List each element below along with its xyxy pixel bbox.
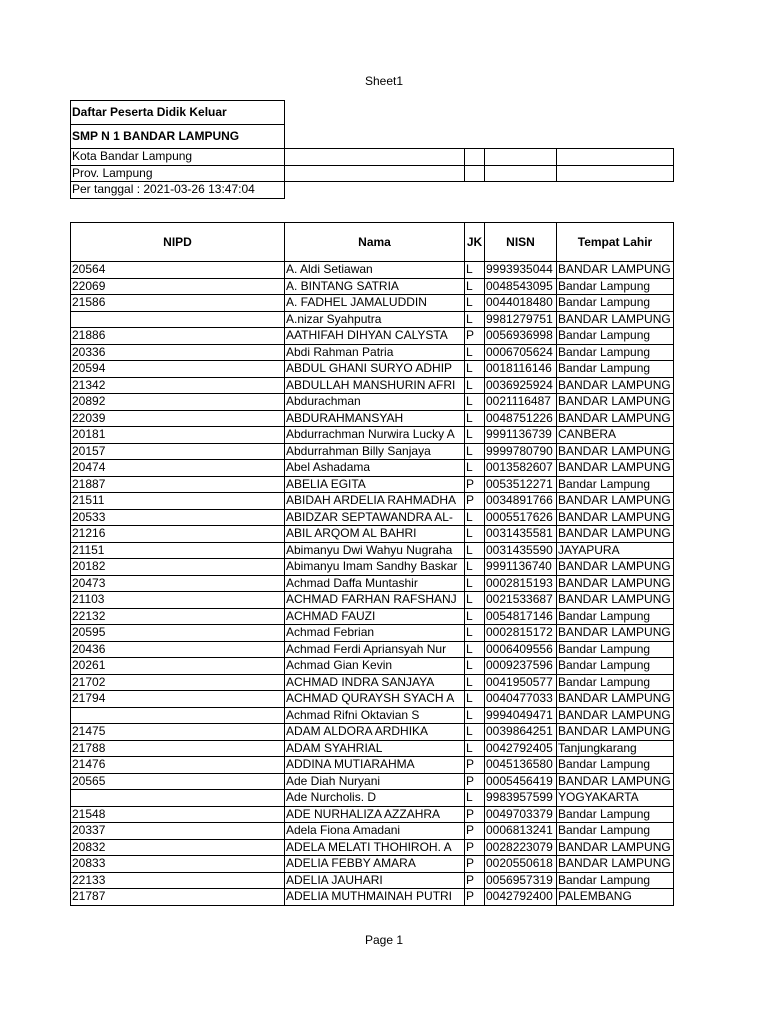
nipd-cell: 21476 (71, 757, 285, 774)
table-row (71, 394, 674, 411)
jk-cell: L (465, 608, 485, 625)
nama-cell: AATHIFAH DIHYAN CALYSTA (285, 328, 465, 345)
tempat-lahir-cell: BANDAR LAMPUNG (557, 460, 674, 477)
nisn-cell: 0002815172 (485, 625, 557, 642)
nisn-cell: 0020550618 (485, 856, 557, 873)
nipd-cell: 20336 (71, 344, 285, 361)
tempat-lahir-cell: BANDAR LAMPUNG (557, 559, 674, 576)
nama-cell: ADELIA JAUHARI (285, 872, 465, 889)
jk-cell: P (465, 872, 485, 889)
tempat-lahir-cell: CANBERA (557, 427, 674, 444)
tempat-lahir-cell: BANDAR LAMPUNG (557, 526, 674, 543)
nisn-cell: 0049703379 (485, 806, 557, 823)
nipd-cell: 20564 (71, 262, 285, 279)
nipd-cell: 20182 (71, 559, 285, 576)
nipd-cell: 20533 (71, 509, 285, 526)
nipd-cell: 20157 (71, 443, 285, 460)
nama-cell: Abdurrachman Nurwira Lucky A (285, 427, 465, 444)
sheet-title: Sheet1 (364, 74, 404, 88)
jk-cell: L (465, 361, 485, 378)
table-row (71, 526, 674, 543)
nipd-cell: 20181 (71, 427, 285, 444)
nisn-cell: 0042792400 (485, 889, 557, 906)
nama-cell: Abel Ashadama (285, 460, 465, 477)
nama-cell: Achmad Febrian (285, 625, 465, 642)
nisn-cell: 0048751226 (485, 410, 557, 427)
nisn-cell: 0002815193 (485, 575, 557, 592)
nisn-cell: 9991136740 (485, 559, 557, 576)
nama-cell: ADELIA MUTHMAINAH PUTRI (285, 889, 465, 906)
jk-cell: P (465, 823, 485, 840)
tempat-lahir-cell: PALEMBANG (557, 889, 674, 906)
table-row (71, 443, 674, 460)
nipd-cell (71, 311, 285, 328)
jk-cell: L (465, 625, 485, 642)
jk-cell: L (465, 311, 485, 328)
table-row (71, 608, 674, 625)
nama-cell: Abdurachman (285, 394, 465, 411)
nipd-cell: 20337 (71, 823, 285, 840)
tempat-lahir-cell: BANDAR LAMPUNG (557, 625, 674, 642)
nama-cell: Adela Fiona Amadani (285, 823, 465, 840)
table-row (71, 361, 674, 378)
tempat-lahir-cell: BANDAR LAMPUNG (557, 311, 674, 328)
tempat-lahir-cell: Bandar Lampung (557, 476, 674, 493)
nama-cell: ABDUL GHANI SURYO ADHIP (285, 361, 465, 378)
table-row (71, 641, 674, 658)
nama-cell: Abimanyu Imam Sandhy Baskar (285, 559, 465, 576)
nisn-cell: 9991136739 (485, 427, 557, 444)
tempat-lahir-cell: BANDAR LAMPUNG (557, 443, 674, 460)
column-header-nisn: NISN (485, 223, 557, 262)
tempat-lahir-cell: BANDAR LAMPUNG (557, 575, 674, 592)
nisn-cell: 0056936998 (485, 328, 557, 345)
table-row (71, 856, 674, 873)
tempat-lahir-cell: BANDAR LAMPUNG (557, 707, 674, 724)
nipd-cell: 21702 (71, 674, 285, 691)
jk-cell: L (465, 377, 485, 394)
nama-cell: ACHMAD QURAYSH SYACH A (285, 691, 465, 708)
tempat-lahir-cell: Bandar Lampung (557, 361, 674, 378)
nama-cell: ADAM ALDORA ARDHIKA (285, 724, 465, 741)
column-header-nama: Nama (285, 223, 465, 262)
nama-cell: ABELIA EGITA (285, 476, 465, 493)
nisn-cell: 0031435590 (485, 542, 557, 559)
nisn-cell: 0009237596 (485, 658, 557, 675)
nisn-cell: 9993935044 (485, 262, 557, 279)
nipd-cell: 21886 (71, 328, 285, 345)
table-row (71, 889, 674, 906)
nisn-cell: 9983957599 (485, 790, 557, 807)
nisn-cell: 0005517626 (485, 509, 557, 526)
jk-cell: P (465, 493, 485, 510)
tempat-lahir-cell: Bandar Lampung (557, 641, 674, 658)
nipd-cell: 21511 (71, 493, 285, 510)
jk-cell: P (465, 757, 485, 774)
table-row (71, 509, 674, 526)
nisn-cell: 0034891766 (485, 493, 557, 510)
tempat-lahir-cell: Bandar Lampung (557, 344, 674, 361)
nisn-cell: 0045136580 (485, 757, 557, 774)
jk-cell: L (465, 262, 485, 279)
jk-cell: L (465, 542, 485, 559)
tempat-lahir-cell: BANDAR LAMPUNG (557, 856, 674, 873)
nama-cell: Abimanyu Dwi Wahyu Nugraha (285, 542, 465, 559)
table-row (71, 460, 674, 477)
jk-cell: L (465, 344, 485, 361)
jk-cell: L (465, 460, 485, 477)
nipd-cell: 21151 (71, 542, 285, 559)
nipd-cell: 22039 (71, 410, 285, 427)
nisn-cell: 0021533687 (485, 592, 557, 609)
table-row (71, 839, 674, 856)
nisn-cell: 0036925924 (485, 377, 557, 394)
table-row (71, 691, 674, 708)
nama-cell: ADELA MELATI THOHIROH. A (285, 839, 465, 856)
nisn-cell: 0042792405 (485, 740, 557, 757)
tempat-lahir-cell: BANDAR LAMPUNG (557, 493, 674, 510)
nisn-cell: 9981279751 (485, 311, 557, 328)
jk-cell: L (465, 674, 485, 691)
nipd-cell: 21586 (71, 295, 285, 312)
table-row (71, 542, 674, 559)
nipd-cell: 21216 (71, 526, 285, 543)
nipd-cell: 20594 (71, 361, 285, 378)
table-row (71, 592, 674, 609)
tempat-lahir-cell: BANDAR LAMPUNG (557, 509, 674, 526)
tempat-lahir-cell: BANDAR LAMPUNG (557, 724, 674, 741)
nisn-cell: 0048543095 (485, 278, 557, 295)
nipd-cell (71, 707, 285, 724)
tempat-lahir-cell: Bandar Lampung (557, 806, 674, 823)
nipd-cell: 21787 (71, 889, 285, 906)
nipd-cell: 21342 (71, 377, 285, 394)
table-row (71, 427, 674, 444)
nama-cell: ABIL ARQOM AL BAHRI (285, 526, 465, 543)
jk-cell: P (465, 476, 485, 493)
nama-cell: ADE NURHALIZA AZZAHRA (285, 806, 465, 823)
nipd-cell: 22132 (71, 608, 285, 625)
table-row (71, 575, 674, 592)
nama-cell: ADDINA MUTIARAHMA (285, 757, 465, 774)
table-row (71, 724, 674, 741)
nipd-cell: 22069 (71, 278, 285, 295)
nipd-cell: 20473 (71, 575, 285, 592)
table-row (71, 311, 674, 328)
tempat-lahir-cell: BANDAR LAMPUNG (557, 394, 674, 411)
jk-cell: L (465, 394, 485, 411)
nama-cell: ABIDZAR SEPTAWANDRA AL- (285, 509, 465, 526)
nisn-cell: 0018116146 (485, 361, 557, 378)
tempat-lahir-cell: BANDAR LAMPUNG (557, 377, 674, 394)
table-row (71, 740, 674, 757)
table-row (71, 344, 674, 361)
nama-cell: A. FADHEL JAMALUDDIN (285, 295, 465, 312)
jk-cell: L (465, 724, 485, 741)
nisn-cell: 0006705624 (485, 344, 557, 361)
table-row (71, 493, 674, 510)
table-row (71, 872, 674, 889)
students-table (70, 222, 674, 906)
nipd-cell (71, 790, 285, 807)
tempat-lahir-cell: Bandar Lampung (557, 295, 674, 312)
jk-cell: L (465, 641, 485, 658)
nama-cell: ADELIA FEBBY AMARA (285, 856, 465, 873)
table-row (71, 625, 674, 642)
table-row (71, 328, 674, 345)
nisn-cell: 0006813241 (485, 823, 557, 840)
table-row (71, 790, 674, 807)
jk-cell: P (465, 839, 485, 856)
nipd-cell: 20595 (71, 625, 285, 642)
tempat-lahir-cell: Bandar Lampung (557, 757, 674, 774)
tempat-lahir-cell: BANDAR LAMPUNG (557, 262, 674, 279)
jk-cell: L (465, 592, 485, 609)
province-name: Prov. Lampung (71, 165, 285, 182)
table-row (71, 377, 674, 394)
nisn-cell: 0021116487 (485, 394, 557, 411)
nipd-cell: 20565 (71, 773, 285, 790)
jk-cell: L (465, 509, 485, 526)
nipd-cell: 21887 (71, 476, 285, 493)
table-row (71, 707, 674, 724)
jk-cell: L (465, 559, 485, 576)
report-title: Daftar Peserta Didik Keluar (71, 101, 285, 125)
nama-cell: Abdi Rahman Patria (285, 344, 465, 361)
table-row (71, 476, 674, 493)
table-row (71, 806, 674, 823)
nipd-cell: 21794 (71, 691, 285, 708)
nama-cell: Abdurrahman Billy Sanjaya (285, 443, 465, 460)
table-row (71, 262, 674, 279)
page-number: Page 1 (364, 933, 404, 947)
column-header-nipd: NIPD (71, 223, 285, 262)
nipd-cell: 21548 (71, 806, 285, 823)
nama-cell: A.nizar Syahputra (285, 311, 465, 328)
tempat-lahir-cell: YOGYAKARTA (557, 790, 674, 807)
tempat-lahir-cell: BANDAR LAMPUNG (557, 592, 674, 609)
nama-cell: ACHMAD INDRA SANJAYA (285, 674, 465, 691)
nisn-cell: 0013582607 (485, 460, 557, 477)
school-name: SMP N 1 BANDAR LAMPUNG (71, 125, 285, 149)
table-row (71, 757, 674, 774)
jk-cell: L (465, 575, 485, 592)
table-row (71, 674, 674, 691)
column-header-tempat-lahir: Tempat Lahir (557, 223, 674, 262)
nama-cell: Achmad Rifni Oktavian S (285, 707, 465, 724)
nisn-cell: 0039864251 (485, 724, 557, 741)
nama-cell: Achmad Daffa Muntashir (285, 575, 465, 592)
nisn-cell: 0053512271 (485, 476, 557, 493)
nisn-cell: 9999780790 (485, 443, 557, 460)
nama-cell: A. Aldi Setiawan (285, 262, 465, 279)
city-name: Kota Bandar Lampung (71, 149, 285, 166)
nipd-cell: 21475 (71, 724, 285, 741)
nipd-cell: 21788 (71, 740, 285, 757)
nama-cell: Achmad Ferdi Apriansyah Nur (285, 641, 465, 658)
nisn-cell: 9994049471 (485, 707, 557, 724)
table-row (71, 295, 674, 312)
nipd-cell: 20436 (71, 641, 285, 658)
jk-cell: L (465, 658, 485, 675)
table-row (71, 278, 674, 295)
nipd-cell: 20832 (71, 839, 285, 856)
jk-cell: P (465, 889, 485, 906)
tempat-lahir-cell: Bandar Lampung (557, 674, 674, 691)
nama-cell: ABDURAHMANSYAH (285, 410, 465, 427)
nama-cell: Ade Nurcholis. D (285, 790, 465, 807)
tempat-lahir-cell: BANDAR LAMPUNG (557, 773, 674, 790)
nama-cell: Achmad Gian Kevin (285, 658, 465, 675)
nipd-cell: 20892 (71, 394, 285, 411)
jk-cell: L (465, 707, 485, 724)
nisn-cell: 0044018480 (485, 295, 557, 312)
tempat-lahir-cell: BANDAR LAMPUNG (557, 691, 674, 708)
nama-cell: Ade Diah Nuryani (285, 773, 465, 790)
tempat-lahir-cell: Bandar Lampung (557, 328, 674, 345)
nisn-cell: 0056957319 (485, 872, 557, 889)
table-header-row (71, 223, 674, 262)
nipd-cell: 20261 (71, 658, 285, 675)
tempat-lahir-cell: JAYAPURA (557, 542, 674, 559)
tempat-lahir-cell: Bandar Lampung (557, 608, 674, 625)
tempat-lahir-cell: Bandar Lampung (557, 872, 674, 889)
column-header-jk: JK (465, 223, 485, 262)
nisn-cell: 0031435581 (485, 526, 557, 543)
tempat-lahir-cell: Bandar Lampung (557, 823, 674, 840)
tempat-lahir-cell: Bandar Lampung (557, 658, 674, 675)
jk-cell: L (465, 691, 485, 708)
report-date: Per tanggal : 2021-03-26 13:47:04 (71, 182, 285, 199)
nipd-cell: 21103 (71, 592, 285, 609)
table-row (71, 658, 674, 675)
jk-cell: L (465, 410, 485, 427)
nama-cell: A. BINTANG SATRIA (285, 278, 465, 295)
jk-cell: L (465, 443, 485, 460)
jk-cell: L (465, 790, 485, 807)
nipd-cell: 22133 (71, 872, 285, 889)
nama-cell: ADAM SYAHRIAL (285, 740, 465, 757)
tempat-lahir-cell: Bandar Lampung (557, 278, 674, 295)
jk-cell: P (465, 806, 485, 823)
jk-cell: L (465, 740, 485, 757)
nama-cell: ABIDAH ARDELIA RAHMADHA (285, 493, 465, 510)
nisn-cell: 0040477033 (485, 691, 557, 708)
table-row (71, 823, 674, 840)
jk-cell: L (465, 278, 485, 295)
tempat-lahir-cell: BANDAR LAMPUNG (557, 839, 674, 856)
table-row (71, 559, 674, 576)
nipd-cell: 20833 (71, 856, 285, 873)
tempat-lahir-cell: Tanjungkarang (557, 740, 674, 757)
nipd-cell: 20474 (71, 460, 285, 477)
jk-cell: L (465, 295, 485, 312)
table-row (71, 773, 674, 790)
nama-cell: ACHMAD FAUZI (285, 608, 465, 625)
jk-cell: L (465, 427, 485, 444)
nisn-cell: 0006409556 (485, 641, 557, 658)
table-row (71, 410, 674, 427)
info-table (70, 100, 674, 199)
nama-cell: ABDULLAH MANSHURIN AFRI (285, 377, 465, 394)
jk-cell: P (465, 773, 485, 790)
nisn-cell: 0054817146 (485, 608, 557, 625)
nisn-cell: 0005456419 (485, 773, 557, 790)
nisn-cell: 0028223079 (485, 839, 557, 856)
jk-cell: L (465, 526, 485, 543)
jk-cell: P (465, 328, 485, 345)
jk-cell: P (465, 856, 485, 873)
tempat-lahir-cell: BANDAR LAMPUNG (557, 410, 674, 427)
nama-cell: ACHMAD FARHAN RAFSHANJ (285, 592, 465, 609)
nisn-cell: 0041950577 (485, 674, 557, 691)
